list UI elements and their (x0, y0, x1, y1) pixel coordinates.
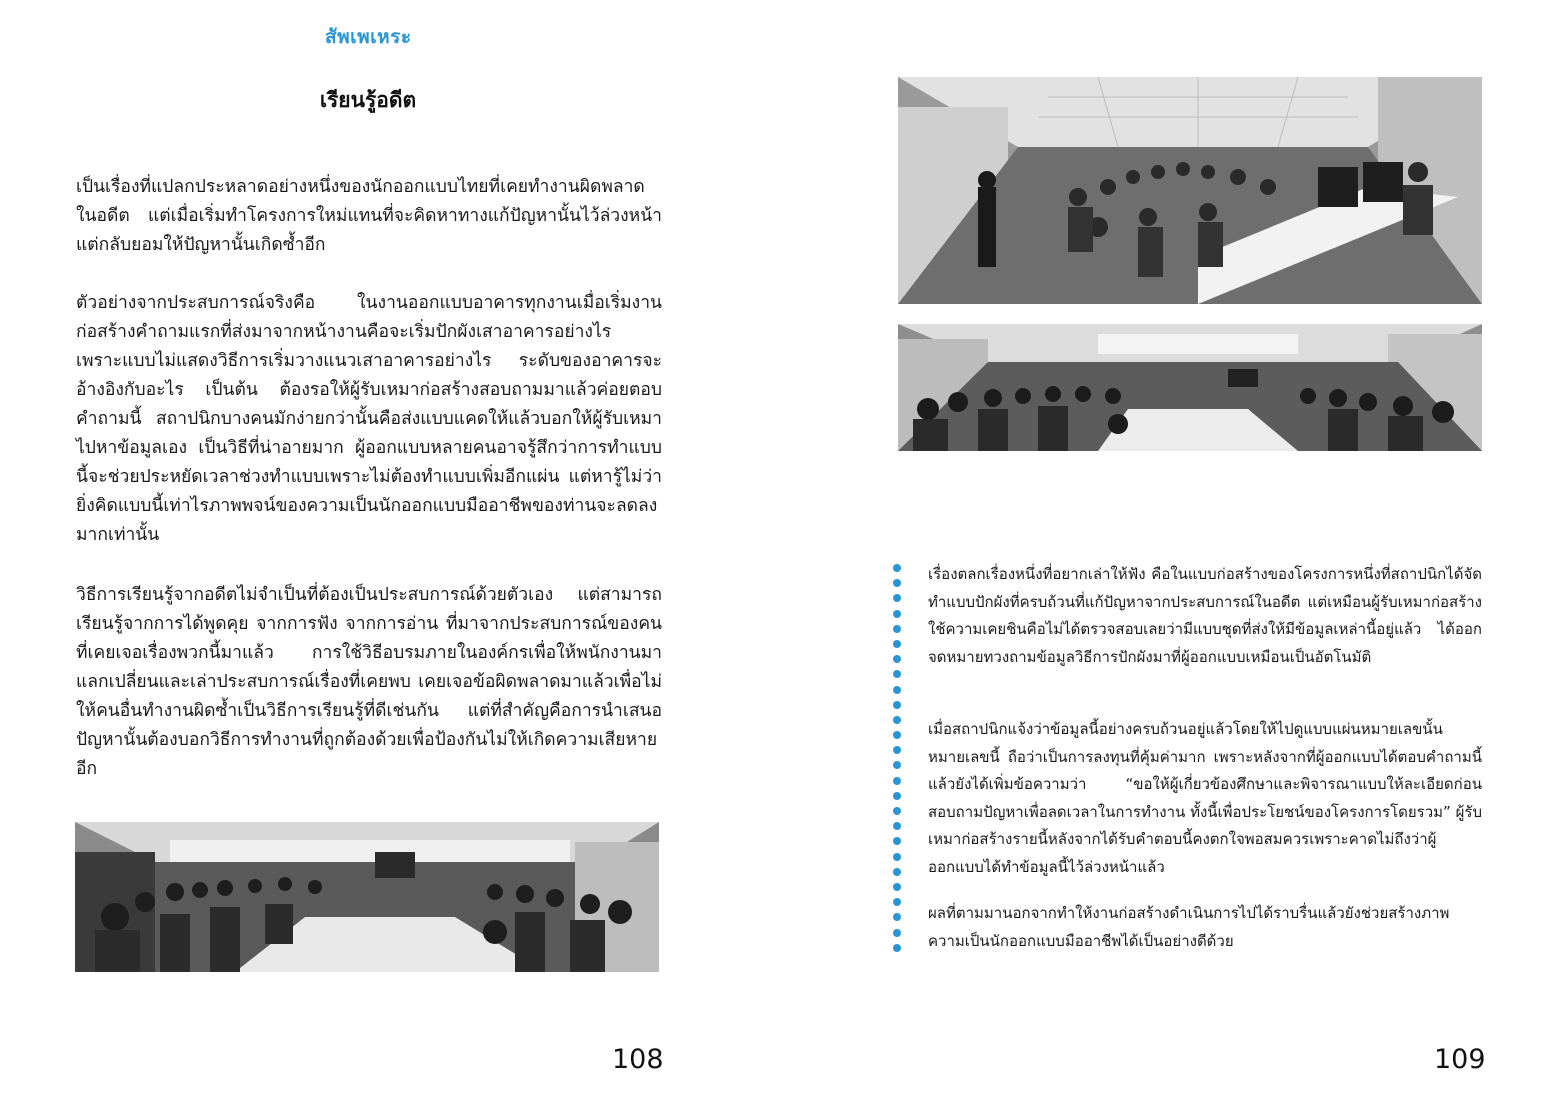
seminar-photo-audience (898, 324, 1482, 451)
seminar-photo-presentation (898, 77, 1482, 304)
seminar-photo-panorama (75, 822, 659, 972)
page-number-right: 109 (1434, 1044, 1486, 1075)
side-note-2: เมื่อสถาปนิกแจ้งว่าข้อมูลนี้อย่างครบถ้วนอยู่แล้วโดยให้ไปดูแบบแผ่นหมายเลขนั้นหมายเลขนี้ ถือว่าเป็นการลงทุนที่คุ้มค่ามาก เพราะหลังจากที่ผู้ออกแบบได้ตอบคำถามนี้แล้วยังได้เพิ่มข้อความว่า “ขอให้ผู้เกี่ยวข้องศึกษาและพิจารณาแบบให้ละเอียดก่อนสอบถามปัญหาเพื่อลดเวลาในการทำงาน ทั้งนี้เพื่อประโยชน์ของโครงการโดยรวม” ผู้รับเหมาก่อสร้างรายนี้หลังจากได้รับคำตอบนี้คงตกใจพอสมควรเพราะคาดไม่ถึงว่าผู้ออกแบบได้ทำข้อมูลนี้ไว้ล่วงหน้าแล้ว (928, 720, 1482, 876)
side-note-3: ผลที่ตามมานอกจากทำให้งานก่อสร้างดำเนินการไปได้ราบรื่นแล้วยังช่วยสร้างภาพความเป็นนักออกแบบมืออาชีพได้เป็นอย่างดีด้วย (928, 904, 1450, 950)
body-paragraph-3: วิธีการเรียนรู้จากอดีตไม่จำเป็นที่ต้องเป็นประสบการณ์ด้วยตัวเอง แต่สามารถเรียนรู้จากการได้พูดคุย จากการฟัง จากการอ่าน ที่มาจากประสบการณ์ของคนที่เคยเจอเรื่องพวกนี้มาแล้ว การใช้วิธีอบรมภายในองค์กรเพื่อให้พนักงานมาแลกเปลี่ยนและเล่าประสบการณ์เรื่องที่เคยพบ เคยเจอข้อผิดพลาดมาแล้วเพื่อไม่ให้คนอื่นทำงานผิดซ้ำเป็นวิธีการเรียนรู้ที่ดีเช่นกัน แต่ที่สำคัญคือการนำเสนอปัญหานั้นต้องบอกวิธีการทำงานที่ถูกต้องด้วยเพื่อป้องกันไม่ให้เกิดความเสียหายอีก (76, 585, 662, 779)
dotted-divider (893, 564, 903, 954)
body-paragraph-2: ตัวอย่างจากประสบการณ์จริงคือ ในงานออกแบบอาคารทุกงานเมื่อเริ่มงานก่อสร้างคำถามแรกที่ส่งมาจากหน้างานคือจะเริ่มปักผังเสาอาคารอย่างไร เพราะแบบไม่แสดงวิธีการเริ่มวางแนวเสาอาคารอย่างไร ระดับของอาคารจะอ้างอิงกับอะไร เป็นต้น ต้องรอให้ผู้รับเหมาก่อสร้างสอบถามมาแล้วค่อยตอบคำถามนี้ สถาปนิกบางคนมักง่ายกว่านั้นคือส่งแบบแคดให้แล้วบอกให้ผู้รับเหมาไปหาข้อมูลเอง เป็นวิธีที่น่าอายมาก ผู้ออกแบบหลายคนอาจรู้สึกว่าการทำแบบนี้จะช่วยประหยัดเวลาช่วงทำแบบเพราะไม่ต้องทำแบบเพิ่มอีกแผ่น แต่หารู้ไม่ว่ายิ่งคิดแบบนี้เท่าไรภาพพจน์ของความเป็นนักออกแบบมืออาชีพของท่านจะลดลงมากเท่านั้น (76, 293, 662, 545)
body-paragraph-1: เป็นเรื่องที่แปลกประหลาดอย่างหนึ่งของนักออกแบบไทยที่เคยทำงานผิดพลาดในอดีต แต่เมื่อเริ่มทำโครงการใหม่แทนที่จะคิดหาทางแก้ปัญหานั้นไว้ล่วงหน้า แต่กลับยอมให้ปัญหานั้นเกิดซ้ำอีก (76, 177, 662, 255)
page-number-left: 108 (612, 1044, 664, 1075)
section-tag: สัพเพเหระ (325, 26, 412, 48)
page-title: เรียนรู้อดีต (319, 88, 417, 112)
side-note-1: เรื่องตลกเรื่องหนึ่งที่อยากเล่าให้ฟัง คือในแบบก่อสร้างของโครงการหนึ่งที่สถาปนิกได้จัดทำแบบปักผังที่ครบถ้วนที่แก้ปัญหาจากประสบการณ์ในอดีต แต่เหมือนผู้รับเหมาก่อสร้างใช้ความเคยชินคือไม่ได้ตรวจสอบเลยว่ามีแบบชุดที่ส่งให้มีข้อมูลเหล่านี้อยู่แล้ว ได้ออกจดหมายทวงถามข้อมูลวิธีการปักผังมาที่ผู้ออกแบบเหมือนเป็นอัตโนมัติ (928, 565, 1482, 666)
